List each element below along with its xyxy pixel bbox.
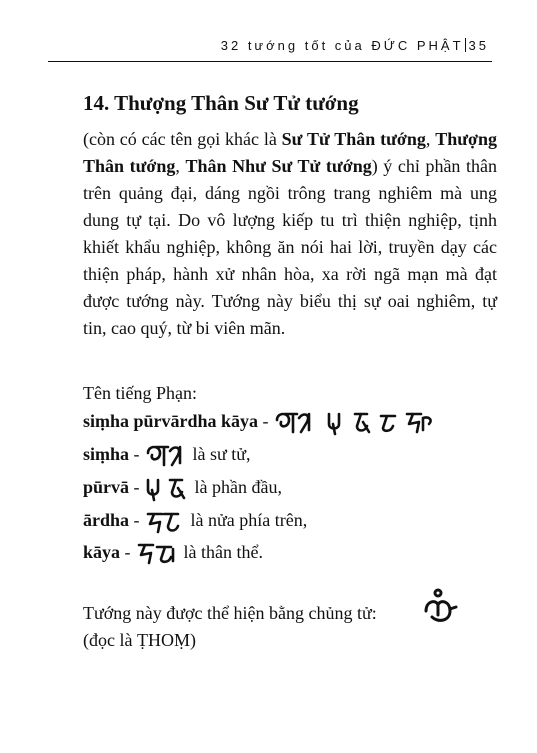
- term-separator: -: [120, 542, 136, 563]
- term-label: siṃha pūrvārdha kāya: [83, 411, 259, 432]
- term-row: [83, 508, 307, 536]
- term-label: kāya: [83, 542, 121, 563]
- header-divider: [465, 38, 466, 52]
- alias-2: Thượng Thân tướng: [83, 129, 497, 176]
- term-separator: -: [129, 510, 145, 531]
- alias-3: Thân Như Sư Tử tướng: [185, 156, 372, 176]
- intro-open: (còn có các tên gọi khác là: [83, 129, 282, 149]
- term-separator: -: [129, 477, 145, 498]
- term-gloss: là thân thể.: [183, 542, 263, 563]
- term-separator: -: [258, 411, 274, 432]
- seed-syllable: ṬHOṂ: [136, 630, 190, 650]
- intro-comma-2: ,: [175, 156, 186, 176]
- section-title: 14. Thượng Thân Sư Tử tướng: [83, 91, 359, 115]
- sanskrit-heading: Tên tiếng Phạn:: [83, 383, 197, 403]
- term-row: [83, 443, 251, 469]
- intro-paragraph: [83, 126, 497, 342]
- siddham-full-phrase-icon: [273, 410, 443, 436]
- running-header-title: 32 tướng tốt của ĐỨC PHẬT: [220, 38, 464, 53]
- seed-reading-prefix: (đọc là: [83, 630, 137, 650]
- running-header: [0, 38, 489, 53]
- siddham-seed-syllable-icon: [418, 587, 458, 627]
- term-gloss: là phần đầu,: [194, 477, 282, 498]
- term-row-full: [83, 410, 443, 436]
- siddham-ardha-icon: [144, 508, 186, 536]
- intro-comma-1: ,: [425, 129, 436, 149]
- term-separator: -: [129, 444, 145, 465]
- siddham-purva-icon: [144, 476, 190, 502]
- intro-rest: ) ý chỉ phần thân trên quảng đại, dáng ngồi trông trang nghiêm mà ung dung tự tại. Do vô lượng kiếp tu trì thiện nghiệp, tịnh khiết khẩu nghiệp, không ăn nói hai lời, truyền dạy các thiện pháp, hành xử nhân hòa, xa rời ngã mạn mà đạt được tướng này. Tướng này biểu thị sự oai nghiêm, tự tin, cao quý, từ bi viên mãn.: [83, 156, 498, 338]
- seed-reading-suffix: ): [189, 630, 196, 650]
- seed-sentence: Tướng này được thể hiện bằng chủng tử:: [83, 603, 377, 623]
- page-number: 35: [468, 38, 489, 53]
- term-label: ārdha: [83, 510, 130, 531]
- term-row: [83, 476, 282, 502]
- term-label: siṃha: [83, 444, 130, 465]
- term-gloss: là sư tử,: [192, 444, 251, 465]
- term-gloss: là nửa phía trên,: [190, 510, 308, 531]
- alias-1: Sư Tử Thân tướng: [281, 129, 426, 149]
- term-label: pūrvā: [83, 477, 130, 498]
- siddham-kaya-icon: [135, 541, 179, 567]
- seed-reading: [83, 630, 196, 651]
- term-row: [83, 541, 263, 567]
- header-rule: [48, 61, 492, 62]
- siddham-simha-icon: [144, 443, 188, 469]
